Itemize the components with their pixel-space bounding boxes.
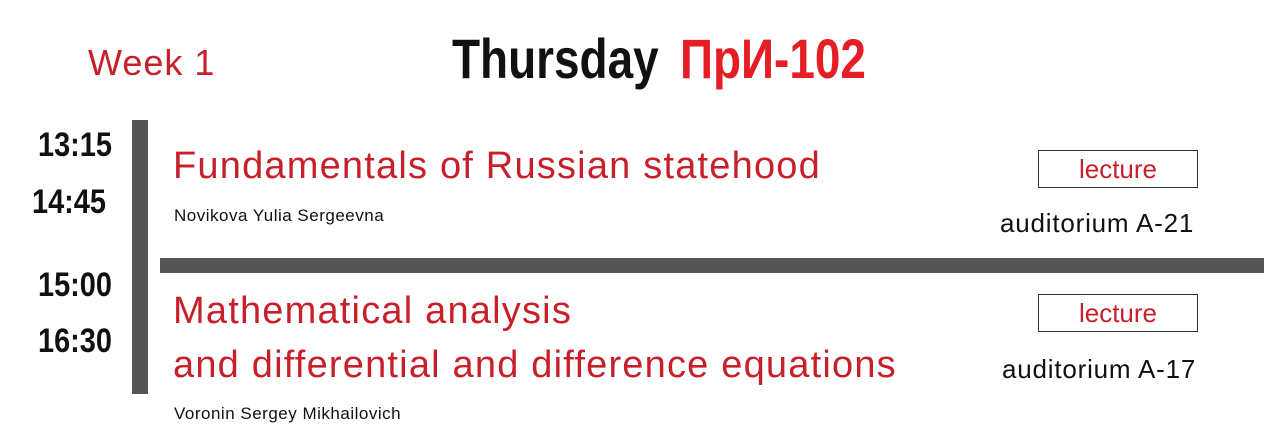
class-1-start-time: 13:15 xyxy=(38,126,112,164)
class-2-title-line-2: and differential and difference equations xyxy=(173,344,897,386)
class-1-room: auditorium A-21 xyxy=(1000,208,1195,238)
class-1-type-badge: lecture xyxy=(1038,150,1198,188)
day-title: Thursday xyxy=(452,27,659,90)
class-2-title-line-1: Mathematical analysis xyxy=(173,290,573,332)
class-2-end-time: 16:30 xyxy=(38,322,112,360)
class-1-teacher: Novikova Yulia Sergeevna xyxy=(174,206,385,225)
class-2-start-time: 15:00 xyxy=(38,266,112,304)
class-2-teacher: Voronin Sergey Mikhailovich xyxy=(174,404,402,423)
class-1-title: Fundamentals of Russian statehood xyxy=(173,145,821,187)
horizontal-divider xyxy=(160,258,1264,273)
class-2-room: auditorium A-17 xyxy=(1002,354,1197,384)
class-1-end-time: 14:45 xyxy=(32,183,106,221)
vertical-divider xyxy=(132,120,148,394)
group-code: ПрИ-102 xyxy=(680,27,866,90)
week-label: Week 1 xyxy=(88,42,216,83)
class-2-type-badge: lecture xyxy=(1038,294,1198,332)
